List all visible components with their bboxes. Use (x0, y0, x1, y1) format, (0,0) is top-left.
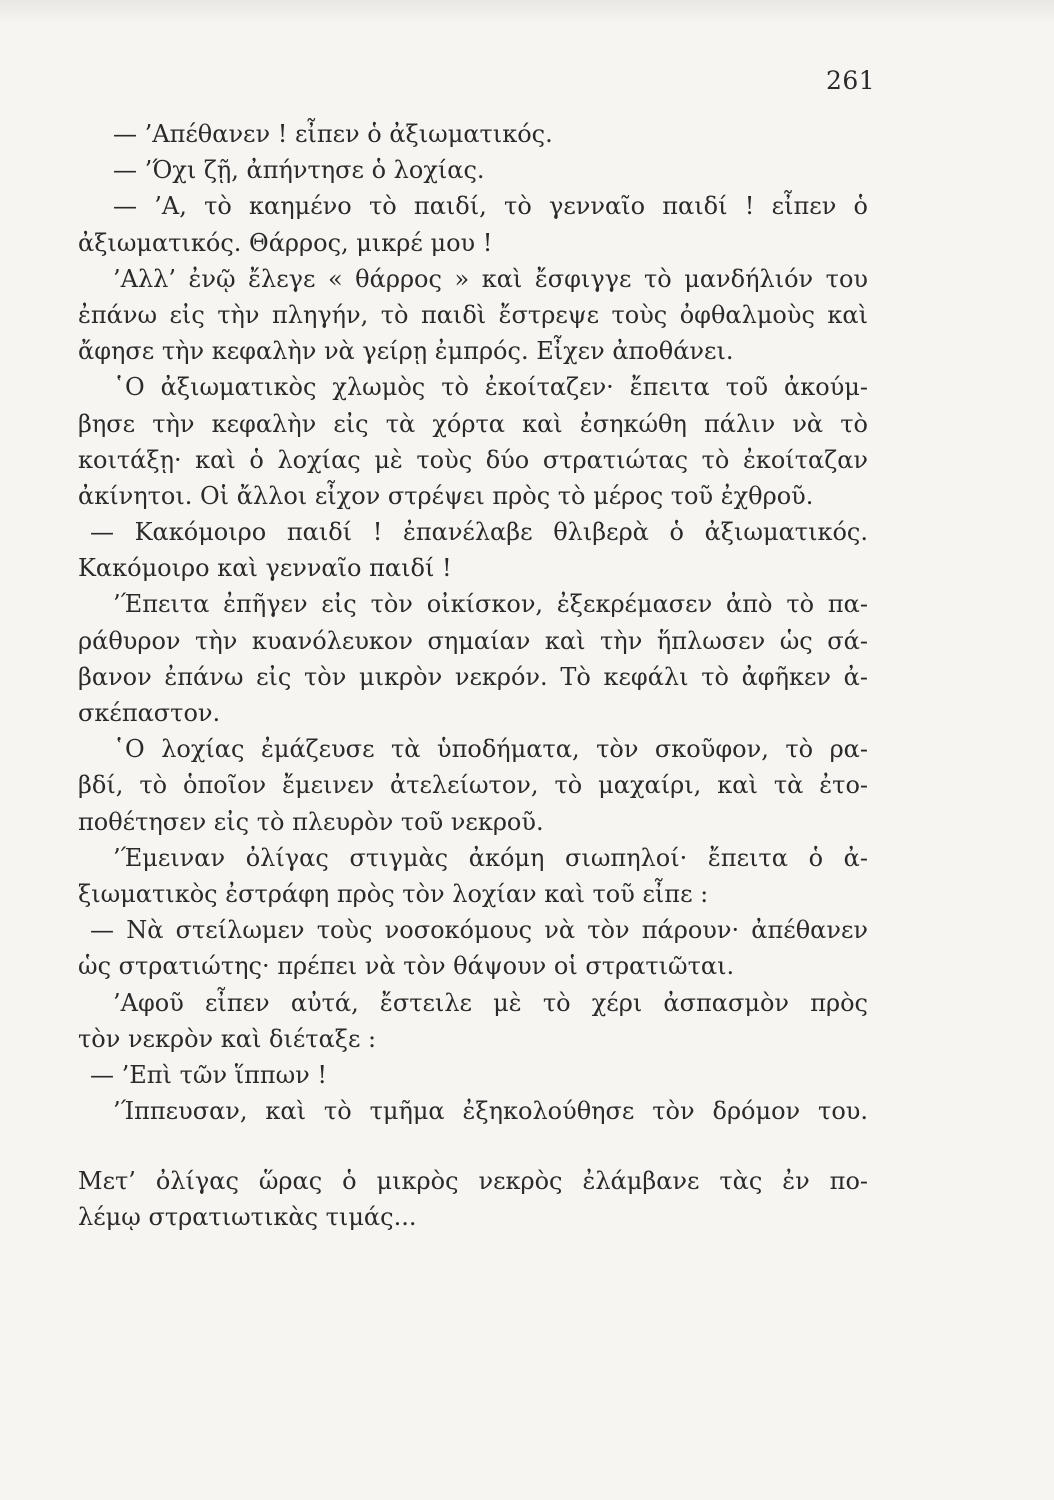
text-line: ἐπάνω εἰς τὴν πληγήν, τὸ παιδὶ ἔστρεψε τοὺς ὀφθαλμοὺς καὶ (78, 300, 868, 329)
text-line: ἀξιωματικός. Θάρρος, μικρέ μου ! (78, 228, 493, 257)
text-line: — Κακόμοιρο παιδί ! ἐπανέλαβε θλιβερὰ ὁ ἀξιωματικός. (90, 518, 868, 547)
text-line: — ’Όχι ζῇ, ἀπήντησε ὁ λοχίας. (113, 156, 485, 185)
text-line: ράθυρον τὴν κυανόλευκον σημαίαν καὶ τὴν ἥπλωσεν ὡς σά- (78, 626, 868, 655)
text-line: ῾Ο λοχίας ἐμάζευσε τὰ ὑποδήματα, τὸν σκοῦφον, τὸ ρα- (113, 735, 868, 764)
text-line: — ’Απέθανεν ! εἶπεν ὁ ἀξιωματικός. (113, 120, 553, 148)
text-line: ἄφησε τὴν κεφαλὴν νὰ γείρῃ ἐμπρός. Εἶχεν ἀποθάνει. (78, 337, 734, 366)
text-line: — ’Επὶ τῶν ἵππων ! (90, 1060, 328, 1089)
text-line: ῾Ο ἀξιωματικὸς χλωμὸς τὸ ἐκοίταζεν· ἔπειτα τοῦ ἀκούμ- (113, 373, 868, 402)
text-line: — ’Α, τὸ καημένο τὸ παιδί, τὸ γενναῖο παιδί ! εἶπεν ὁ (113, 192, 868, 221)
page-number: 261 (826, 66, 876, 95)
text-line: Κακόμοιρο καὶ γενναῖο παιδί ! (78, 554, 452, 583)
text-line: λέμῳ στρατιωτικὰς τιμάς... (78, 1203, 417, 1232)
text-line: ’Αλλ’ ἐνῷ ἔλεγε « θάρρος » καὶ ἔσφιγγε τὸ μανδήλιόν του (113, 264, 868, 293)
text-line: ποθέτησεν εἰς τὸ πλευρὸν τοῦ νεκροῦ. (78, 807, 544, 836)
body-text (78, 116, 868, 1236)
page-edge-shadow (0, 0, 1054, 24)
text-line: ξιωματικὸς ἐστράφη πρὸς τὸν λοχίαν καὶ τοῦ εἶπε : (78, 879, 709, 908)
text-line: τὸν νεκρὸν καὶ διέταξε : (78, 1024, 377, 1053)
text-line: Μετ’ ὀλίγας ὥρας ὁ μικρὸς νεκρὸς ἐλάμβανε τὰς ἐν πο- (78, 1167, 868, 1196)
text-line: — Νὰ στείλωμεν τοὺς νοσοκόμους νὰ τὸν πάρουν· ἀπέθανεν (90, 916, 868, 945)
text-line: ὡς στρατιώτης· πρέπει νὰ τὸν θάψουν οἱ στρατιῶται. (78, 952, 735, 981)
text-line: ’Ίππευσαν, καὶ τὸ τμῆμα ἐξηκολούθησε τὸν δρόμον του. (113, 1097, 868, 1126)
text-line: βδί, τὸ ὁποῖον ἔμεινεν ἀτελείωτον, τὸ μαχαίρι, καὶ τὰ ἐτο- (78, 771, 868, 800)
text-line: ’Αφοῦ εἶπεν αὐτά, ἔστειλε μὲ τὸ χέρι ἀσπασμὸν πρὸς (113, 988, 868, 1017)
text-line: βησε τὴν κεφαλὴν εἰς τὰ χόρτα καὶ ἐσηκώθη πάλιν νὰ τὸ (78, 409, 868, 438)
text-line: σκέπαστον. (78, 699, 221, 727)
section-gap (78, 1129, 868, 1163)
text-line: ’Έμειναν ὀλίγας στιγμὰς ἀκόμη σιωπηλοί· ἔπειτα ὁ ἀ- (113, 843, 868, 872)
text-line: ’Έπειτα ἐπῆγεν εἰς τὸν οἰκίσκον, ἐξεκρέμασεν ἀπὸ τὸ πα- (113, 590, 868, 619)
text-line: ἀκίνητοι. Οἱ ἄλλοι εἶχον στρέψει πρὸς τὸ μέρος τοῦ ἐχθροῦ. (78, 481, 814, 510)
text-line: βανον ἐπάνω εἰς τὸν μικρὸν νεκρόν. Τὸ κεφάλι τὸ ἀφῆκεν ἀ- (78, 662, 868, 691)
text-line: κοιτάξῃ· καὶ ὁ λοχίας μὲ τοὺς δύο στρατιώτας τὸ ἐκοίταζαν (78, 445, 868, 474)
